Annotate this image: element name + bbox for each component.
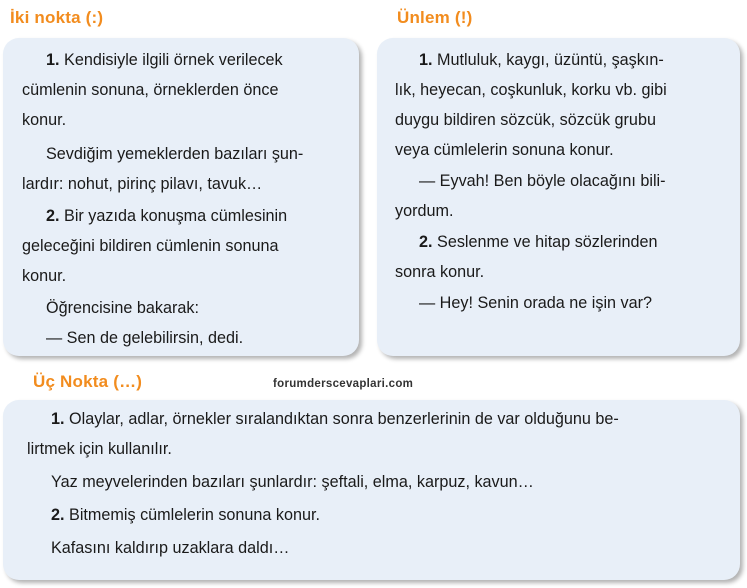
example-line: — Sen de gelebilirsin, dedi.	[46, 329, 244, 347]
heading-iki-nokta: İki nokta (:)	[10, 8, 104, 27]
example-line: — Hey! Senin orada ne işin var?	[419, 294, 653, 312]
example-line: Kafasını kaldırıp uzaklara daldı…	[51, 539, 290, 557]
example-1	[395, 166, 726, 226]
rule-line: konur.	[22, 267, 67, 285]
rule-line	[395, 227, 726, 257]
rule-text: Bir yazıda konuşma cümlesinin	[64, 207, 288, 225]
watermark: forumderscevaplari.com	[273, 378, 414, 390]
rule-2	[395, 227, 726, 287]
rule-line: duygu bildiren sözcük, sözcük grubu	[395, 111, 656, 129]
example-line: Yaz meyvelerinden bazıları şunlardır: şeftali, elma, karpuz, kavun…	[51, 473, 534, 491]
rule-text: Bitmemiş cümlelerin sonuna konur.	[69, 506, 321, 524]
example-2	[395, 288, 726, 318]
rule-text: Olaylar, adlar, örnekler sıralandıktan sonra benzerlerinin de var olduğunu be-	[69, 410, 619, 428]
rule-line: sonra konur.	[395, 263, 485, 281]
rule-text: Mutluluk, kaygı, üzüntü, şaşkın-	[437, 51, 664, 69]
rule-number: 2.	[51, 506, 65, 524]
rule-1	[22, 45, 343, 135]
rule-line	[22, 201, 343, 231]
rule-1	[395, 45, 726, 165]
rule-line: konur.	[22, 111, 67, 129]
rule-2	[27, 500, 726, 530]
example-line: Öğrencisine bakarak:	[46, 299, 199, 317]
rule-2	[22, 201, 343, 291]
example-line: Sevdiğim yemeklerden bazıları şun-	[46, 145, 304, 163]
example-line: lardır: nohut, pirinç pilavı, tavuk…	[22, 175, 263, 193]
rule-line	[27, 404, 726, 434]
rule-number: 1.	[51, 410, 65, 428]
example-2	[22, 293, 343, 353]
rule-line: geleceğini bildiren cümlenin sonuna	[22, 237, 279, 255]
rule-number: 1.	[419, 51, 433, 69]
rule-line	[27, 500, 726, 530]
rule-number: 1.	[46, 51, 60, 69]
rule-line: veya cümlelerin sonuna konur.	[395, 141, 614, 159]
rule-number: 2.	[419, 233, 433, 251]
rule-line: lirtmek için kullanılır.	[27, 440, 172, 458]
box-iki-nokta	[3, 38, 359, 356]
example-2	[27, 533, 726, 563]
heading-uc-nokta: Üç Nokta (…)	[33, 372, 143, 391]
rule-text: Seslenme ve hitap sözlerinden	[437, 233, 658, 251]
rule-line	[395, 45, 726, 75]
example-line: yordum.	[395, 202, 454, 220]
rule-1	[27, 404, 726, 464]
example-line: — Eyvah! Ben böyle olacağını bili-	[419, 172, 666, 190]
rule-text: Kendisiyle ilgili örnek verilecek	[64, 51, 283, 69]
rule-line	[22, 45, 343, 75]
box-unlem	[377, 38, 740, 356]
example-1	[22, 139, 343, 199]
rule-line: lık, heyecan, coşkunluk, korku vb. gibi	[395, 81, 667, 99]
rule-number: 2.	[46, 207, 60, 225]
heading-unlem: Ünlem (!)	[397, 8, 473, 27]
box-uc-nokta	[3, 400, 740, 580]
rule-line: cümlenin sonuna, örneklerden önce	[22, 81, 279, 99]
example-1	[27, 467, 726, 497]
